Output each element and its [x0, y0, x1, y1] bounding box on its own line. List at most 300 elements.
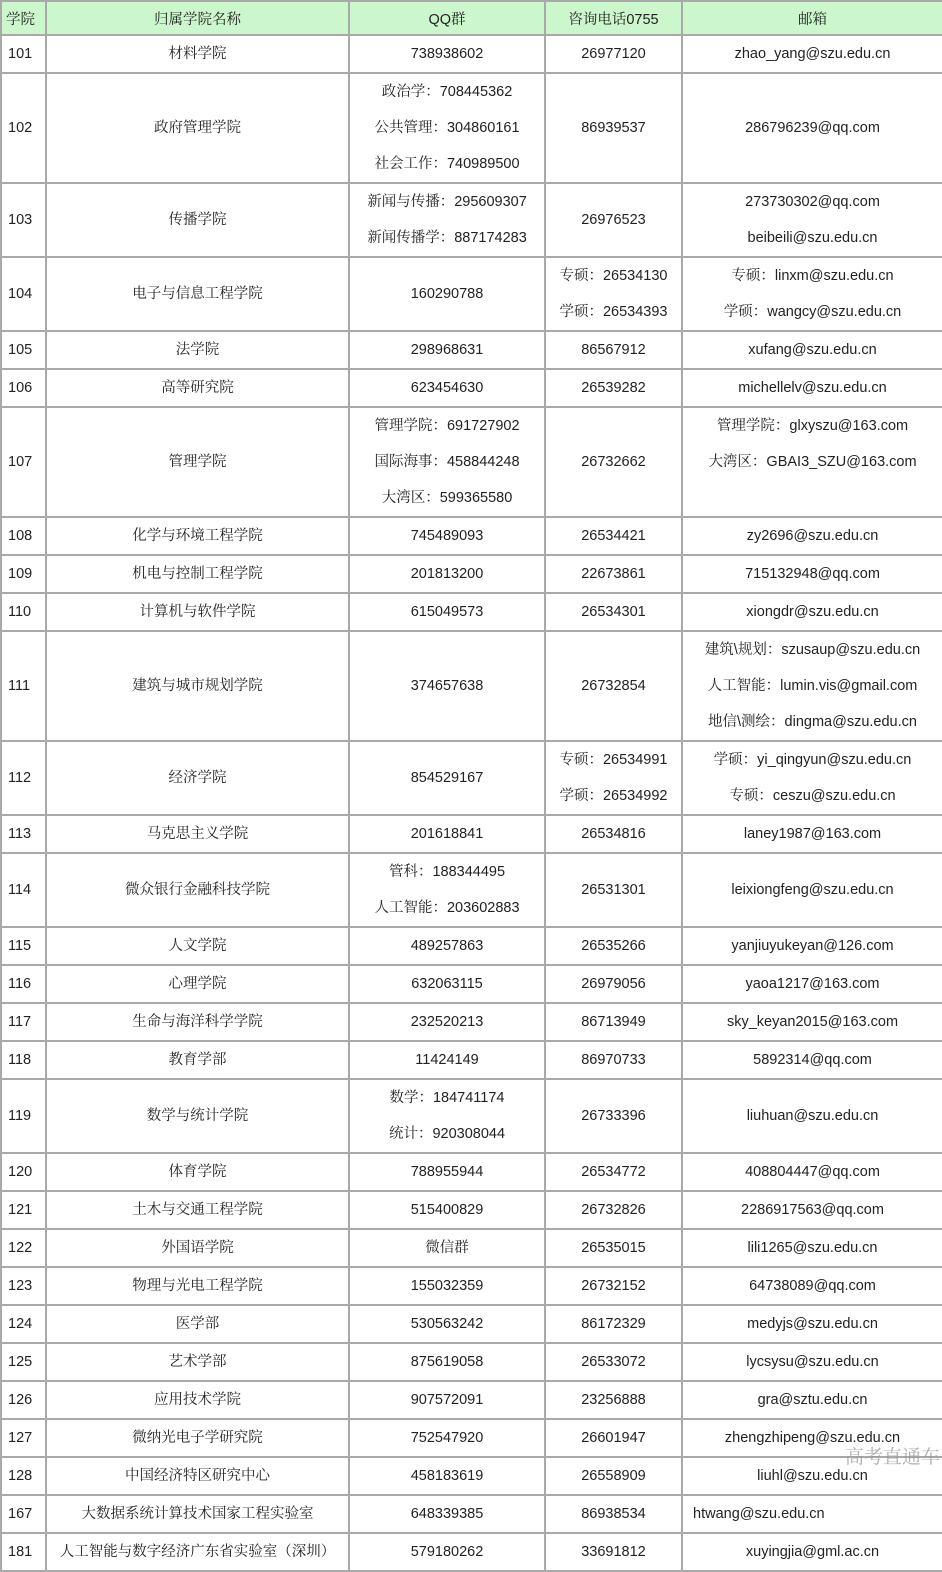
college-name-cell-text: 生命与海洋科学学院	[132, 1014, 263, 1030]
email-cell-line: beibeili@szu.edu.cn	[747, 230, 878, 246]
college-code-cell-text: 109	[8, 566, 33, 582]
college-name-cell-text: 应用技术学院	[154, 1392, 241, 1408]
college-name-cell-text: 外国语学院	[161, 1240, 234, 1256]
email-cell	[682, 1381, 942, 1419]
email-cell-line: lili1265@szu.edu.cn	[747, 1240, 878, 1256]
phone-cell-line: 86172329	[581, 1316, 646, 1332]
college-code-cell	[1, 1003, 46, 1041]
phone-cell-line: 23256888	[581, 1392, 646, 1408]
email-cell	[682, 407, 942, 517]
college-code-cell	[1, 257, 46, 331]
phone-cell-line: 26977120	[581, 46, 646, 62]
header-email: 邮箱	[682, 1, 942, 35]
email-cell	[682, 815, 942, 853]
college-name-cell-text: 建筑与城市规划学院	[132, 678, 263, 694]
table-row	[1, 741, 942, 815]
qq-group-cell-line: 新闻传播学：887174283	[367, 230, 527, 246]
phone-cell	[545, 73, 682, 183]
qq-group-cell-line: 458183619	[410, 1468, 484, 1484]
college-code-cell	[1, 853, 46, 927]
college-code-cell	[1, 183, 46, 257]
qq-group-cell-line: 国际海事：458844248	[374, 454, 520, 470]
college-code-cell-text: 118	[8, 1052, 32, 1068]
college-name-cell-text: 人文学院	[168, 938, 227, 954]
table-row	[1, 369, 942, 407]
phone-cell-line: 26534816	[581, 826, 646, 842]
college-name-cell	[46, 331, 349, 369]
table-row	[1, 257, 942, 331]
college-name-cell-text: 物理与光电工程学院	[132, 1278, 263, 1294]
table-row	[1, 1191, 942, 1229]
qq-group-cell	[349, 1041, 545, 1079]
college-code-cell-text: 110	[8, 604, 32, 620]
qq-group-cell	[349, 1079, 545, 1153]
college-name-cell-text: 艺术学部	[168, 1354, 227, 1370]
college-name-cell-text: 化学与环境工程学院	[132, 528, 263, 544]
phone-cell	[545, 1041, 682, 1079]
qq-group-cell-line: 新闻与传播：295609307	[367, 194, 527, 210]
college-code-cell-text: 106	[8, 380, 33, 396]
college-name-cell-text: 体育学院	[168, 1164, 227, 1180]
college-code-cell-text: 104	[8, 286, 33, 302]
table-row	[1, 35, 942, 73]
header-phone: 咨询电话0755	[545, 1, 682, 35]
college-name-cell-text: 微纳光电子学研究院	[132, 1430, 263, 1446]
college-name-cell	[46, 73, 349, 183]
college-name-cell	[46, 1533, 349, 1571]
phone-cell-line: 26732662	[581, 454, 646, 470]
phone-cell	[545, 927, 682, 965]
table-row	[1, 1041, 942, 1079]
phone-cell-line: 26533072	[581, 1354, 646, 1370]
email-cell-line: zhao_yang@szu.edu.cn	[734, 46, 891, 62]
phone-cell	[545, 1267, 682, 1305]
college-code-cell	[1, 1381, 46, 1419]
qq-group-cell	[349, 631, 545, 741]
table-row	[1, 1003, 942, 1041]
email-cell-line: yanjiuyukeyan@126.com	[731, 938, 894, 954]
qq-group-cell	[349, 1457, 545, 1495]
table-row	[1, 1343, 942, 1381]
qq-group-cell-line: 648339385	[410, 1506, 484, 1522]
qq-group-cell-line: 374657638	[410, 678, 484, 694]
table-row	[1, 1079, 942, 1153]
email-cell	[682, 631, 942, 741]
email-cell	[682, 183, 942, 257]
qq-group-cell-line: 875619058	[410, 1354, 484, 1370]
college-name-cell-text: 医学部	[175, 1316, 220, 1332]
phone-cell	[545, 1495, 682, 1533]
email-cell	[682, 965, 942, 1003]
phone-cell	[545, 1191, 682, 1229]
qq-group-cell-line: 738938602	[410, 46, 484, 62]
phone-cell	[545, 1079, 682, 1153]
phone-cell-line: 22673861	[581, 566, 646, 582]
phone-cell	[545, 35, 682, 73]
college-code-cell	[1, 35, 46, 73]
qq-group-cell-line: 人工智能：203602883	[374, 900, 520, 916]
email-cell	[682, 853, 942, 927]
email-cell	[682, 1229, 942, 1267]
table-row	[1, 1419, 942, 1457]
qq-group-cell	[349, 73, 545, 183]
email-cell-line: 大湾区：GBAI3_SZU@163.com	[708, 454, 917, 470]
college-code-cell	[1, 1305, 46, 1343]
college-name-cell-text: 心理学院	[168, 976, 227, 992]
college-code-cell	[1, 965, 46, 1003]
college-code-cell-text: 103	[8, 212, 33, 228]
email-cell-line: 学硕：yi_qingyun@szu.edu.cn	[713, 752, 912, 768]
college-name-cell-text: 教育学部	[168, 1052, 227, 1068]
email-cell-line: leixiongfeng@szu.edu.cn	[731, 882, 894, 898]
college-code-cell-text: 116	[8, 976, 32, 992]
phone-cell	[545, 1229, 682, 1267]
college-name-cell	[46, 853, 349, 927]
college-code-cell-text: 111	[8, 678, 31, 694]
college-name-cell	[46, 257, 349, 331]
email-cell	[682, 741, 942, 815]
college-name-cell	[46, 815, 349, 853]
table-row	[1, 1305, 942, 1343]
college-code-cell	[1, 517, 46, 555]
table-row	[1, 555, 942, 593]
college-code-cell-text: 107	[8, 454, 33, 470]
phone-cell	[545, 517, 682, 555]
table-row	[1, 183, 942, 257]
college-code-cell	[1, 1191, 46, 1229]
email-cell	[682, 1191, 942, 1229]
college-name-cell-text: 传播学院	[168, 212, 227, 228]
phone-cell	[545, 1381, 682, 1419]
phone-cell-line: 学硕：26534393	[559, 304, 668, 320]
email-cell-line: zhengzhipeng@szu.edu.cn	[724, 1430, 901, 1446]
qq-group-cell	[349, 369, 545, 407]
college-name-cell	[46, 631, 349, 741]
phone-cell-line: 86939537	[581, 120, 646, 136]
college-name-cell-text: 经济学院	[168, 770, 227, 786]
college-code-cell-text: 181	[8, 1544, 33, 1560]
email-cell	[682, 1305, 942, 1343]
header-college-name: 归属学院名称	[46, 1, 349, 35]
college-code-cell-text: 101	[8, 46, 33, 62]
qq-group-cell	[349, 1305, 545, 1343]
table-row	[1, 815, 942, 853]
header-row	[1, 1, 942, 35]
college-code-cell	[1, 741, 46, 815]
qq-group-cell	[349, 1003, 545, 1041]
qq-group-cell	[349, 183, 545, 257]
email-cell-line: medyjs@szu.edu.cn	[747, 1316, 878, 1332]
college-code-cell-text: 108	[8, 528, 33, 544]
qq-group-cell-line: 201618841	[410, 826, 484, 842]
phone-cell	[545, 1153, 682, 1191]
college-name-cell	[46, 1419, 349, 1457]
email-cell	[682, 35, 942, 73]
phone-cell-line: 86938534	[581, 1506, 646, 1522]
email-cell-line: sky_keyan2015@163.com	[726, 1014, 899, 1030]
phone-cell-line: 26535266	[581, 938, 646, 954]
email-cell-line: 建筑\规划：szusaup@szu.edu.cn	[704, 642, 921, 658]
college-code-cell	[1, 927, 46, 965]
email-cell	[682, 1343, 942, 1381]
college-code-cell	[1, 1419, 46, 1457]
phone-cell	[545, 257, 682, 331]
table-row	[1, 407, 942, 517]
email-cell-line: michellelv@szu.edu.cn	[738, 380, 887, 396]
college-code-cell-text: 121	[8, 1202, 33, 1218]
college-code-cell-text: 120	[8, 1164, 33, 1180]
table-row	[1, 1457, 942, 1495]
college-code-cell	[1, 369, 46, 407]
phone-cell-line: 26732826	[581, 1202, 646, 1218]
college-code-cell-text: 113	[8, 826, 32, 842]
email-cell-line: 273730302@qq.com	[745, 194, 880, 210]
qq-group-cell-line: 微信群	[425, 1240, 469, 1256]
header-qq-group: QQ群	[349, 1, 545, 35]
college-name-cell	[46, 35, 349, 73]
qq-group-cell-line: 201813200	[410, 566, 484, 582]
qq-group-cell-line: 管科：188344495	[388, 864, 506, 880]
college-name-cell	[46, 1457, 349, 1495]
college-name-cell-text: 计算机与软件学院	[139, 604, 256, 620]
college-code-cell-text: 124	[8, 1316, 33, 1332]
qq-group-cell	[349, 331, 545, 369]
college-name-cell	[46, 1267, 349, 1305]
phone-cell-line: 26558909	[581, 1468, 646, 1484]
email-cell-line: 专硕：linxm@szu.edu.cn	[731, 268, 894, 284]
phone-cell-line: 86970733	[581, 1052, 646, 1068]
college-code-cell	[1, 593, 46, 631]
college-name-cell	[46, 927, 349, 965]
college-name-cell	[46, 1191, 349, 1229]
qq-group-cell	[349, 35, 545, 73]
table-row	[1, 1533, 942, 1571]
qq-group-cell	[349, 1495, 545, 1533]
college-code-cell-text: 123	[8, 1278, 33, 1294]
email-cell	[682, 927, 942, 965]
college-name-cell	[46, 1041, 349, 1079]
qq-group-cell-line: 政治学：708445362	[381, 84, 513, 100]
qq-group-cell	[349, 1153, 545, 1191]
phone-cell	[545, 407, 682, 517]
college-name-cell-text: 马克思主义学院	[146, 826, 249, 842]
qq-group-cell-line: 298968631	[410, 342, 484, 358]
college-name-cell	[46, 369, 349, 407]
phone-cell	[545, 183, 682, 257]
college-code-cell	[1, 555, 46, 593]
email-cell-line	[683, 480, 942, 516]
email-cell	[682, 331, 942, 369]
email-cell-line: laney1987@163.com	[743, 826, 882, 842]
college-code-cell-text: 126	[8, 1392, 33, 1408]
email-cell	[682, 1041, 942, 1079]
phone-cell-line: 学硕：26534992	[559, 788, 668, 804]
qq-group-cell-line: 515400829	[410, 1202, 484, 1218]
table-row	[1, 593, 942, 631]
phone-cell-line: 26601947	[581, 1430, 646, 1446]
phone-cell	[545, 741, 682, 815]
table-row	[1, 965, 942, 1003]
email-cell-line: 408804447@qq.com	[745, 1164, 880, 1180]
qq-group-cell	[349, 1267, 545, 1305]
qq-group-cell-line: 615049573	[410, 604, 484, 620]
qq-group-cell	[349, 555, 545, 593]
qq-group-cell-line: 907572091	[410, 1392, 484, 1408]
header-college-code: 学院	[1, 1, 46, 35]
qq-group-cell	[349, 927, 545, 965]
table-row	[1, 1267, 942, 1305]
phone-cell-line: 26534421	[581, 528, 646, 544]
table-row	[1, 331, 942, 369]
qq-group-cell-line: 788955944	[410, 1164, 484, 1180]
college-code-cell	[1, 73, 46, 183]
phone-cell	[545, 555, 682, 593]
email-cell-line: 286796239@qq.com	[745, 120, 880, 136]
email-cell-line: 地信\测绘：dingma@szu.edu.cn	[708, 714, 917, 730]
email-cell-line: 专硕：ceszu@szu.edu.cn	[729, 788, 896, 804]
college-code-cell	[1, 1153, 46, 1191]
college-name-cell	[46, 1003, 349, 1041]
college-code-cell	[1, 1041, 46, 1079]
phone-cell-line: 专硕：26534991	[559, 752, 668, 768]
college-code-cell	[1, 631, 46, 741]
qq-group-cell-line: 623454630	[410, 380, 484, 396]
email-cell-line: 64738089@qq.com	[749, 1278, 876, 1294]
phone-cell-line: 专硕：26534130	[559, 268, 668, 284]
table-row	[1, 927, 942, 965]
phone-cell-line: 26733396	[581, 1108, 646, 1124]
table-row	[1, 853, 942, 927]
email-cell-line: htwang@szu.edu.cn	[693, 1506, 825, 1522]
email-cell	[682, 517, 942, 555]
college-code-cell-text: 105	[8, 342, 33, 358]
college-name-cell	[46, 555, 349, 593]
college-code-cell-text: 167	[8, 1506, 33, 1522]
phone-cell-line: 26979056	[581, 976, 646, 992]
phone-cell-line: 26976523	[581, 212, 646, 228]
college-code-cell	[1, 1229, 46, 1267]
email-cell-line: yaoa1217@163.com	[745, 976, 880, 992]
phone-cell-line: 26531301	[581, 882, 646, 898]
college-name-cell-text: 机电与控制工程学院	[132, 566, 263, 582]
college-code-cell-text: 112	[8, 770, 32, 786]
qq-group-cell	[349, 853, 545, 927]
college-name-cell-text: 土木与交通工程学院	[132, 1202, 263, 1218]
college-name-cell	[46, 741, 349, 815]
college-name-cell	[46, 1079, 349, 1153]
phone-cell	[545, 593, 682, 631]
college-code-cell	[1, 331, 46, 369]
college-name-cell	[46, 1153, 349, 1191]
qq-group-cell-line: 160290788	[410, 286, 484, 302]
email-cell-line: lycsysu@szu.edu.cn	[746, 1354, 879, 1370]
phone-cell-line: 26732152	[581, 1278, 646, 1294]
college-name-cell	[46, 1229, 349, 1267]
college-name-cell	[46, 407, 349, 517]
email-cell	[682, 73, 942, 183]
phone-cell-line: 26732854	[581, 678, 646, 694]
email-cell	[682, 1003, 942, 1041]
phone-cell	[545, 331, 682, 369]
email-cell-line: 管理学院：glxyszu@163.com	[716, 418, 909, 434]
table-row	[1, 1153, 942, 1191]
qq-group-cell	[349, 1229, 545, 1267]
email-cell-line: 人工智能：lumin.vis@gmail.com	[707, 678, 918, 694]
table-row	[1, 1495, 942, 1533]
phone-cell-line: 26535015	[581, 1240, 646, 1256]
qq-group-cell-line: 社会工作：740989500	[374, 156, 520, 172]
qq-group-cell	[349, 741, 545, 815]
email-cell	[682, 1153, 942, 1191]
college-code-cell	[1, 1267, 46, 1305]
email-cell-line: xiongdr@szu.edu.cn	[746, 604, 879, 620]
qq-group-cell	[349, 815, 545, 853]
college-name-cell-text: 数学与统计学院	[146, 1108, 249, 1124]
email-cell	[682, 1533, 942, 1571]
email-cell	[682, 1495, 942, 1533]
qq-group-cell	[349, 965, 545, 1003]
qq-group-cell-line: 752547920	[410, 1430, 484, 1446]
table-row	[1, 1229, 942, 1267]
college-name-cell-text: 微众银行金融科技学院	[125, 882, 270, 898]
phone-cell-line: 26534772	[581, 1164, 646, 1180]
qq-group-cell-line: 155032359	[410, 1278, 484, 1294]
email-cell-line: zy2696@szu.edu.cn	[746, 528, 879, 544]
phone-cell	[545, 1533, 682, 1571]
email-cell	[682, 1079, 942, 1153]
qq-group-cell-line: 232520213	[410, 1014, 484, 1030]
email-cell-line: 2286917563@qq.com	[741, 1202, 884, 1218]
email-cell	[682, 1267, 942, 1305]
qq-group-cell	[349, 407, 545, 517]
qq-group-cell	[349, 1419, 545, 1457]
college-code-cell	[1, 1079, 46, 1153]
qq-group-cell	[349, 1381, 545, 1419]
table-row	[1, 517, 942, 555]
phone-cell	[545, 369, 682, 407]
college-name-cell	[46, 965, 349, 1003]
email-cell	[682, 555, 942, 593]
college-code-cell	[1, 1495, 46, 1533]
college-name-cell	[46, 1495, 349, 1533]
phone-cell-line: 33691812	[581, 1544, 646, 1560]
college-name-cell	[46, 593, 349, 631]
phone-cell	[545, 965, 682, 1003]
qq-group-cell-line: 579180262	[410, 1544, 484, 1560]
college-name-cell	[46, 183, 349, 257]
college-name-cell-text: 法学院	[175, 342, 220, 358]
college-code-cell-text: 114	[8, 882, 32, 898]
college-name-cell	[46, 1305, 349, 1343]
college-name-cell	[46, 517, 349, 555]
college-name-cell-text: 政府管理学院	[154, 120, 241, 136]
qq-group-cell-line: 11424149	[415, 1052, 479, 1068]
phone-cell-line: 26539282	[581, 380, 646, 396]
qq-group-cell-line: 统计：920308044	[388, 1126, 506, 1142]
qq-group-cell	[349, 1191, 545, 1229]
phone-cell	[545, 1003, 682, 1041]
college-code-cell-text: 102	[8, 120, 33, 136]
qq-group-cell-line: 大湾区：599365580	[381, 490, 513, 506]
table-row	[1, 73, 942, 183]
phone-cell-line: 26534301	[581, 604, 646, 620]
phone-cell	[545, 815, 682, 853]
qq-group-cell	[349, 593, 545, 631]
email-cell-line: 715132948@qq.com	[745, 566, 880, 582]
email-cell	[682, 257, 942, 331]
qq-group-cell-line: 管理学院：691727902	[374, 418, 520, 434]
email-cell	[682, 593, 942, 631]
